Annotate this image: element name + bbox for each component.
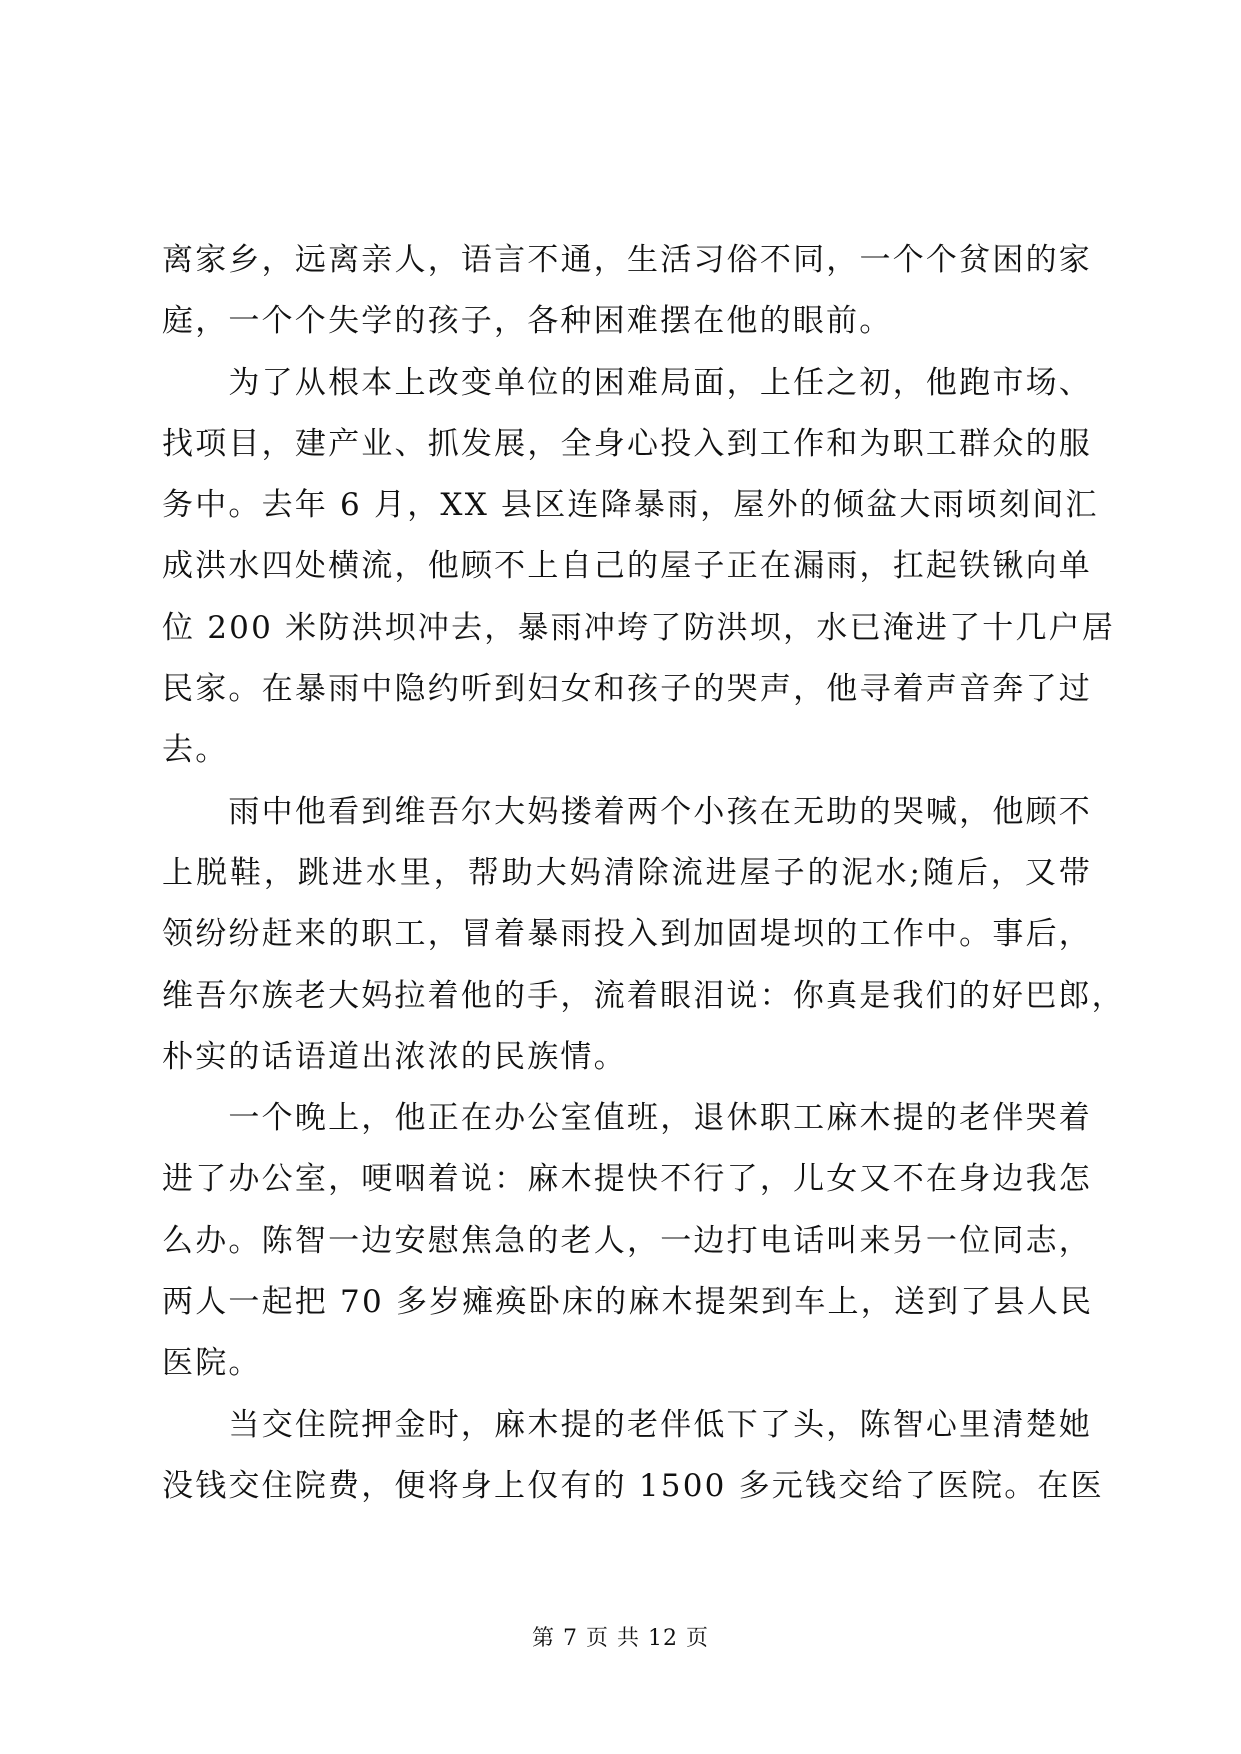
body-text bbox=[162, 230, 1125, 1517]
text-line: 维吾尔族老大妈拉着他的手，流着眼泪说：你真是我们的好巴郎， bbox=[162, 977, 1125, 1014]
text-line: 务中。去年 6 月，XX 县区连降暴雨，屋外的倾盆大雨顷刻间汇 bbox=[162, 487, 1099, 524]
text-line: 庭，一个个失学的孩子，各种困难摆在他的眼前。 bbox=[162, 303, 893, 340]
text-line: 没钱交住院费，便将身上仅有的 1500 多元钱交给了医院。在医 bbox=[162, 1467, 1104, 1504]
text-line: 上脱鞋，跳进水里，帮助大妈清除流进屋子的泥水;随后，又带 bbox=[162, 854, 1092, 891]
text-line: 雨中他看到维吾尔大妈搂着两个小孩在无助的哭喊，他顾不 bbox=[162, 793, 1092, 830]
text-line: 医院。 bbox=[162, 1345, 262, 1382]
text-line: 么办。陈智一边安慰焦急的老人，一边打电话叫来另一位同志， bbox=[162, 1222, 1092, 1259]
text-line: 进了办公室，哽咽着说：麻木提快不行了，儿女又不在身边我怎 bbox=[162, 1161, 1092, 1198]
text-line: 朴实的话语道出浓浓的民族情。 bbox=[162, 1038, 627, 1075]
text-line: 找项目，建产业、抓发展，全身心投入到工作和为职工群众的服 bbox=[162, 425, 1092, 462]
page-footer: 第 7 页 共 12 页 bbox=[532, 1626, 709, 1651]
text-line: 民家。在暴雨中隐约听到妇女和孩子的哭声，他寻着声音奔了过 bbox=[162, 671, 1092, 708]
text-line: 离家乡，远离亲人，语言不通，生活习俗不同，一个个贫困的家 bbox=[162, 242, 1092, 278]
text-line: 去。 bbox=[162, 732, 229, 769]
text-line: 领纷纷赶来的职工，冒着暴雨投入到加固堤坝的工作中。事后， bbox=[162, 916, 1092, 953]
text-line: 当交住院押金时，麻木提的老伴低下了头，陈智心里清楚她 bbox=[162, 1406, 1092, 1443]
text-line: 位 200 米防洪坝冲去，暴雨冲垮了防洪坝，水已淹进了十几户居 bbox=[162, 609, 1116, 646]
text-line: 为了从根本上改变单位的困难局面，上任之初，他跑市场、 bbox=[162, 364, 1092, 401]
text-line: 一个晚上，他正在办公室值班，退休职工麻木提的老伴哭着 bbox=[162, 1100, 1092, 1137]
text-line: 两人一起把 70 多岁瘫痪卧床的麻木提架到车上，送到了县人民 bbox=[162, 1284, 1094, 1321]
text-line: 成洪水四处横流，他顾不上自己的屋子正在漏雨，扛起铁锹向单 bbox=[162, 548, 1092, 585]
